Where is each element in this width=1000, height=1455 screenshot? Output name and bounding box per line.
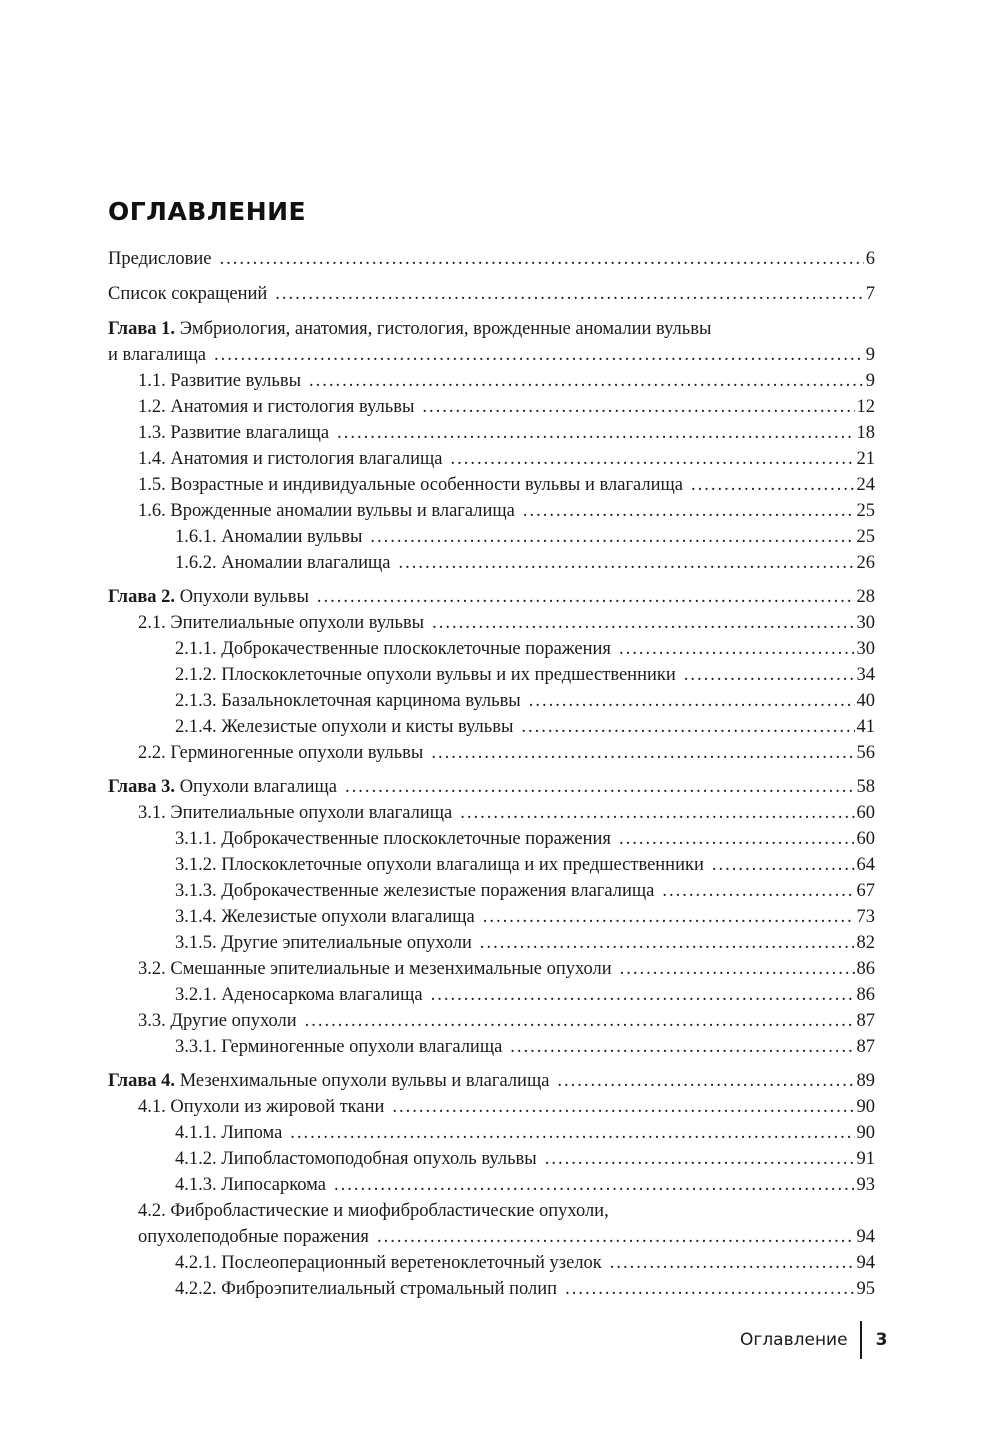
chapter-prefix: Глава 1.	[108, 319, 176, 339]
chapter-title: Мезенхимальные опухоли вульвы и влагалища	[175, 1071, 550, 1091]
leader-dots	[345, 774, 855, 800]
toc-entry[interactable]	[108, 714, 875, 740]
leader-dots	[483, 904, 855, 930]
toc-entry-label: Список сокращений	[108, 284, 268, 304]
toc-entry-label: 2.2. Герминогенные опухоли вульвы	[138, 743, 424, 763]
toc-entry-label: 3.1.5. Другие эпителиальные опухоли	[175, 933, 472, 953]
toc-page-number: 56	[856, 743, 875, 763]
page-title: ОГЛАВЛЕНИЕ	[108, 197, 307, 226]
toc-page-number: 94	[856, 1253, 875, 1273]
toc-page-number: 67	[856, 881, 875, 901]
toc-entry-label: 2.1.3. Базальноклеточная карцинома вульвы	[175, 691, 521, 711]
leader-dots	[317, 584, 855, 610]
toc-entry-label: 3.3.1. Герминогенные опухоли влагалища	[175, 1037, 503, 1057]
leader-dots	[545, 1146, 855, 1172]
toc-entry-label: 4.1.2. Липобластомоподобная опухоль вульвы	[175, 1149, 537, 1169]
toc-entry-label: 3.2.1. Аденосаркома влагалища	[175, 985, 423, 1005]
toc-entry[interactable]	[108, 1250, 875, 1276]
toc-entry[interactable]	[108, 1008, 875, 1034]
toc-page-number: 93	[856, 1175, 875, 1195]
toc-entry-label: 1.6.1. Аномалии вульвы	[175, 527, 363, 547]
leader-dots	[510, 1034, 854, 1060]
toc-entry-label: 4.1.3. Липосаркома	[175, 1175, 326, 1195]
chapter-title-cont: и влагалища	[108, 345, 207, 365]
leader-dots	[529, 688, 855, 714]
toc-entry[interactable]	[108, 394, 875, 420]
chapter-title: Опухоли вульвы	[175, 587, 309, 607]
toc-entry-abbreviations[interactable]	[108, 281, 875, 307]
toc-entry-label: 2.1. Эпителиальные опухоли вульвы	[138, 613, 425, 633]
leader-dots	[290, 1120, 854, 1146]
toc-page-number: 87	[856, 1037, 875, 1057]
toc-page-number: 9	[865, 371, 875, 391]
toc-entry-label: 3.1.4. Железистые опухоли влагалища	[175, 907, 475, 927]
toc-entry[interactable]	[108, 1034, 875, 1060]
leader-dots	[619, 636, 855, 662]
leader-dots	[662, 878, 854, 904]
toc-chapter-3-heading[interactable]	[108, 774, 875, 800]
toc-entry[interactable]	[108, 1146, 875, 1172]
toc-entry[interactable]	[108, 368, 875, 394]
leader-dots	[432, 610, 854, 636]
toc-entry[interactable]	[108, 1120, 875, 1146]
toc-entry[interactable]	[108, 904, 875, 930]
toc-entry-label: 1.6.2. Аномалии влагалища	[175, 553, 391, 573]
toc-page-number: 7	[865, 284, 875, 304]
toc-page-number: 90	[856, 1097, 875, 1117]
table-of-contents	[108, 246, 875, 1302]
toc-chapter-2-heading[interactable]	[108, 584, 875, 610]
toc-entry[interactable]	[108, 956, 875, 982]
toc-entry-label: 3.2. Смешанные эпителиальные и мезенхимальные опухоли	[138, 959, 612, 979]
leader-dots	[712, 852, 855, 878]
toc-page-number: 26	[856, 553, 875, 573]
toc-page-number: 90	[856, 1123, 875, 1143]
toc-entry-label: 1.6. Врожденные аномалии вульвы и влагалища	[138, 501, 515, 521]
toc-entry-label: 4.2. Фибробластические и миофибробластические опухоли,	[138, 1201, 609, 1221]
toc-page-number: 12	[856, 397, 875, 417]
toc-page-number: 58	[856, 777, 875, 797]
chapter-title: Эмбриология, анатомия, гистология, врожденные аномалии вульвы	[175, 319, 712, 339]
leader-dots	[451, 446, 855, 472]
toc-entry-label: Предисловие	[108, 249, 212, 269]
toc-page-number: 18	[856, 423, 875, 443]
chapter-prefix: Глава 3.	[108, 777, 176, 797]
toc-entry-label: 2.1.1. Доброкачественные плоскоклеточные поражения	[175, 639, 611, 659]
toc-entry[interactable]	[108, 446, 875, 472]
toc-entry-label: 1.1. Развитие вульвы	[138, 371, 302, 391]
toc-page-number: 60	[856, 803, 875, 823]
toc-entry-label: 4.2.2. Фиброэпителиальный стромальный полип	[175, 1279, 558, 1299]
toc-entry-label: 1.2. Анатомия и гистология вульвы	[138, 397, 415, 417]
toc-page-number: 28	[856, 587, 875, 607]
toc-entry-label: 1.3. Развитие влагалища	[138, 423, 330, 443]
toc-page-number: 34	[856, 665, 875, 685]
toc-page-number: 89	[856, 1071, 875, 1091]
leader-dots	[620, 956, 855, 982]
toc-chapter-1-heading-cont[interactable]	[108, 342, 875, 368]
toc-chapter-1-heading[interactable]	[108, 316, 875, 342]
toc-page-number: 25	[856, 501, 875, 521]
toc-entry-label: 4.1. Опухоли из жировой ткани	[138, 1097, 385, 1117]
leader-dots	[684, 662, 855, 688]
toc-entry-label: 4.2.1. Послеоперационный веретеноклеточный узелок	[175, 1253, 602, 1273]
leader-dots	[370, 524, 854, 550]
page-footer	[740, 1321, 887, 1359]
footer-section-label: Оглавление	[740, 1330, 848, 1350]
toc-page-number: 94	[856, 1227, 875, 1247]
toc-entry-label: 3.1. Эпителиальные опухоли влагалища	[138, 803, 453, 823]
toc-page-number: 30	[856, 613, 875, 633]
leader-dots	[309, 368, 864, 394]
toc-entry[interactable]	[108, 636, 875, 662]
toc-page-number: 25	[856, 527, 875, 547]
toc-entry[interactable]	[108, 550, 875, 576]
leader-dots	[431, 982, 855, 1008]
toc-entry[interactable]	[108, 472, 875, 498]
leader-dots	[377, 1224, 855, 1250]
leader-dots	[422, 394, 854, 420]
toc-page-number: 30	[856, 639, 875, 659]
leader-dots	[392, 1094, 854, 1120]
leader-dots	[557, 1068, 854, 1094]
toc-page-number: 24	[856, 475, 875, 495]
toc-entry-label: 1.5. Возрастные и индивидуальные особенности вульвы и влагалища	[138, 475, 683, 495]
toc-page-number: 9	[865, 345, 875, 365]
leader-dots	[219, 246, 863, 272]
toc-entry[interactable]	[108, 1172, 875, 1198]
toc-page-number: 73	[856, 907, 875, 927]
toc-entry-label: опухолеподобные поражения	[138, 1227, 369, 1247]
toc-entry-label: 3.1.1. Доброкачественные плоскоклеточные поражения	[175, 829, 611, 849]
toc-entry-label: 2.1.4. Железистые опухоли и кисты вульвы	[175, 717, 514, 737]
toc-entry-label: 3.3. Другие опухоли	[138, 1011, 297, 1031]
toc-page-number: 21	[856, 449, 875, 469]
toc-entry[interactable]	[108, 498, 875, 524]
toc-entry[interactable]	[108, 930, 875, 956]
leader-dots	[431, 740, 854, 766]
leader-dots	[275, 281, 863, 307]
chapter-prefix: Глава 2.	[108, 587, 176, 607]
toc-page-number: 82	[856, 933, 875, 953]
toc-page-number: 87	[856, 1011, 875, 1031]
toc-entry[interactable]	[108, 826, 875, 852]
leader-dots	[521, 714, 854, 740]
toc-entry[interactable]	[108, 688, 875, 714]
toc-page-number: 86	[856, 985, 875, 1005]
toc-page-number: 64	[856, 855, 875, 875]
toc-entry[interactable]	[108, 420, 875, 446]
toc-page-number: 86	[856, 959, 875, 979]
toc-entry[interactable]	[108, 524, 875, 550]
toc-page-number: 6	[865, 249, 875, 269]
toc-entry-label: 3.1.3. Доброкачественные железистые поражения влагалища	[175, 881, 655, 901]
toc-entry-label: 4.1.1. Липома	[175, 1123, 283, 1143]
toc-page-number: 41	[856, 717, 875, 737]
toc-entry[interactable]	[108, 662, 875, 688]
toc-entry-label: 3.1.2. Плоскоклеточные опухоли влагалища и их предшественники	[175, 855, 704, 875]
toc-entry[interactable]	[108, 800, 875, 826]
leader-dots	[610, 1250, 855, 1276]
footer-page-number: 3	[875, 1330, 888, 1350]
toc-chapter-4-heading[interactable]	[108, 1068, 875, 1094]
leader-dots	[305, 1008, 855, 1034]
chapter-prefix: Глава 4.	[108, 1071, 176, 1091]
toc-page-number: 95	[856, 1279, 875, 1299]
toc-entry[interactable]	[108, 740, 875, 766]
toc-entry[interactable]	[108, 1276, 875, 1302]
toc-page-number: 91	[856, 1149, 875, 1169]
toc-entry[interactable]	[108, 610, 875, 636]
toc-entry-4-2-line1[interactable]	[108, 1198, 875, 1224]
leader-dots	[565, 1276, 854, 1302]
leader-dots	[523, 498, 855, 524]
leader-dots	[619, 826, 855, 852]
toc-entry[interactable]	[108, 852, 875, 878]
leader-dots	[691, 472, 855, 498]
footer-divider	[860, 1321, 862, 1359]
toc-page-number: 40	[856, 691, 875, 711]
leader-dots	[214, 342, 864, 368]
chapter-title: Опухоли влагалища	[175, 777, 337, 797]
leader-dots	[460, 800, 854, 826]
toc-entry-4-2-line2[interactable]	[108, 1224, 875, 1250]
leader-dots	[399, 550, 855, 576]
toc-page-number: 60	[856, 829, 875, 849]
toc-entry-label: 2.1.2. Плоскоклеточные опухоли вульвы и их предшественники	[175, 665, 676, 685]
leader-dots	[480, 930, 855, 956]
toc-entry[interactable]	[108, 1094, 875, 1120]
toc-entry[interactable]	[108, 878, 875, 904]
toc-entry-preface[interactable]	[108, 246, 875, 272]
toc-entry-label: 1.4. Анатомия и гистология влагалища	[138, 449, 443, 469]
toc-entry[interactable]	[108, 982, 875, 1008]
leader-dots	[334, 1172, 855, 1198]
leader-dots	[337, 420, 854, 446]
